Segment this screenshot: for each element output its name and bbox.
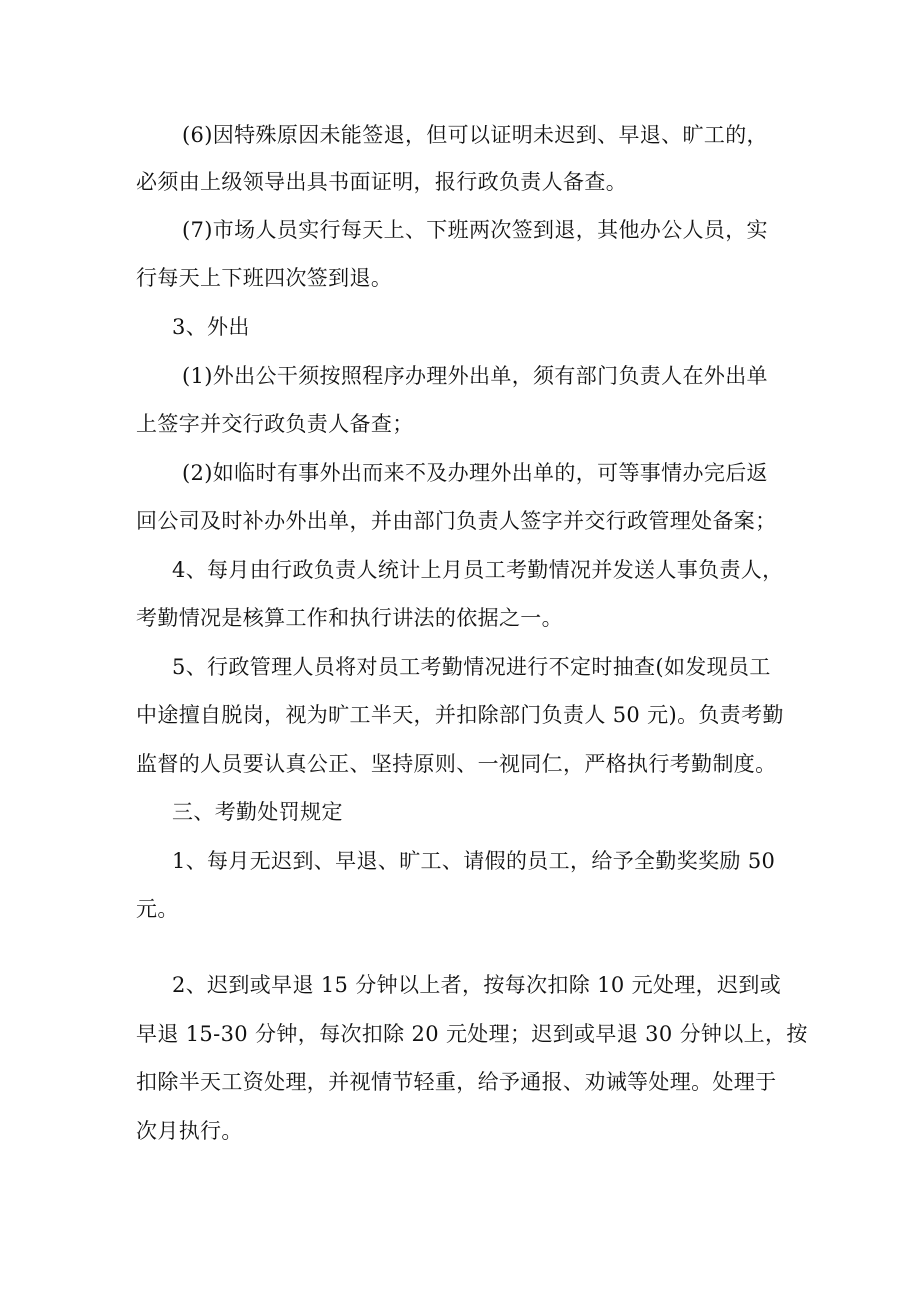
paragraph-outing-2-line-1: (2)如临时有事外出而来不及办理外出单的，可等事情办完后返 bbox=[182, 461, 768, 485]
penalty-2-line-3: 扣除半天工资处理，并视情节轻重，给予通报、劝诫等处理。处理于 bbox=[136, 1070, 777, 1094]
paragraph-5-line-2: 中途擅自脱岗，视为旷工半天，并扣除部门负责人 50 元)。负责考勤 bbox=[136, 703, 784, 727]
paragraph-outing-1-line-2: 上签字并交行政负责人备查； bbox=[136, 412, 414, 436]
section-heading-penalties: 三、考勤处罚规定 bbox=[172, 800, 343, 824]
section-heading-outing: 3、外出 bbox=[172, 315, 250, 339]
paragraph-7-line-2: 行每天上下班四次签到退。 bbox=[136, 266, 393, 290]
penalty-2-line-1: 2、迟到或早退 15 分钟以上者，按每次扣除 10 元处理，迟到或 bbox=[172, 973, 782, 997]
paragraph-5-line-3: 监督的人员要认真公正、坚持原则、一视同仁，严格执行考勤制度。 bbox=[136, 752, 777, 776]
penalty-2-line-2: 早退 15-30 分钟，每次扣除 20 元处理；迟到或早退 30 分钟以上，按 bbox=[136, 1022, 808, 1046]
penalty-1-line-2: 元。 bbox=[136, 897, 179, 921]
paragraph-4-line-2: 考勤情况是核算工作和执行讲法的依据之一。 bbox=[136, 606, 563, 630]
paragraph-5-line-1: 5、行政管理人员将对员工考勤情况进行不定时抽查(如发现员工 bbox=[172, 655, 771, 679]
paragraph-outing-1-line-1: (1)外出公干须按照程序办理外出单，须有部门负责人在外出单 bbox=[182, 364, 768, 388]
paragraph-6-line-2: 必须由上级领导出具书面证明，报行政负责人备查。 bbox=[136, 170, 628, 194]
penalty-1-line-1: 1、每月无迟到、早退、旷工、请假的员工，给予全勤奖奖励 50 bbox=[172, 849, 776, 873]
penalty-2-line-4: 次月执行。 bbox=[136, 1119, 243, 1143]
paragraph-7-line-1: (7)市场人员实行每天上、下班两次签到退，其他办公人员，实 bbox=[182, 218, 768, 242]
paragraph-outing-2-line-2: 回公司及时补办外出单，并由部门负责人签字并交行政管理处备案； bbox=[136, 509, 777, 533]
paragraph-4-line-1: 4、每月由行政负责人统计上月员工考勤情况并发送人事负责人， bbox=[172, 558, 784, 582]
paragraph-6-line-1: (6)因特殊原因未能签退，但可以证明未迟到、早退、旷工的， bbox=[182, 123, 768, 147]
